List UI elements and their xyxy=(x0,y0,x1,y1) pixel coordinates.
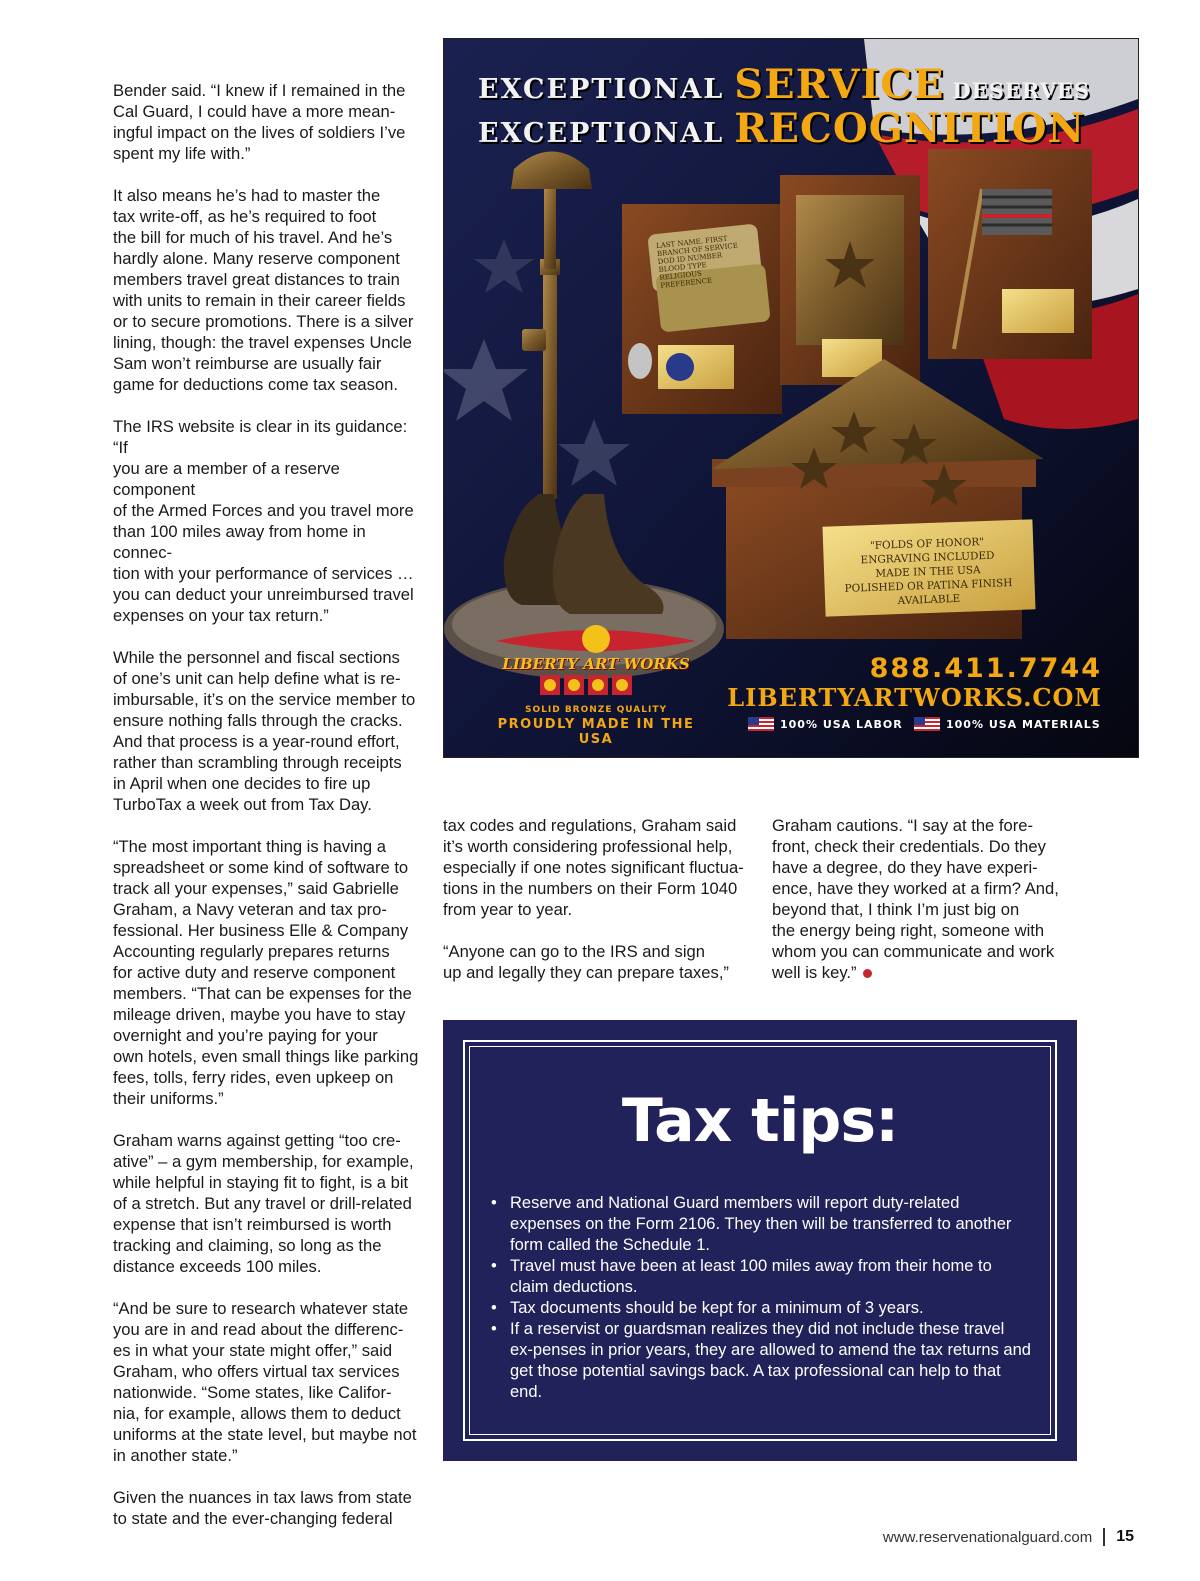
article-paragraph: “Anyone can go to the IRS and sign up and legally they can prepare taxes,” xyxy=(443,942,729,982)
us-flag-icon xyxy=(914,717,940,731)
ad-headline xyxy=(478,63,1118,151)
ad-headline-recognition: RECOGNITION xyxy=(734,105,1086,152)
article-column-3 xyxy=(772,815,1077,1004)
ad-headline-word: EXCEPTIONAL xyxy=(478,74,725,105)
article-paragraph: The IRS website is clear in its guidance: “If you are a member of a reserve component of the Armed Forces and you travel more than 100 miles away from home in connec- tion with your performance of services … you can deduct your unreimbursed travel expenses on your tax return.” xyxy=(113,417,414,625)
ad-phone-number: 888.411.7744 xyxy=(869,653,1102,684)
footer-website-url[interactable]: www.reservenationalguard.com xyxy=(882,1528,1093,1546)
article-paragraph: It also means he’s had to master the tax write-off, as he’s required to foot the bill for much of his travel. And he’s hardly alone. Many reserve component members travel great distances to train with units to remain in their career fields or to secure promotions. There is a silver lining, though: the travel expenses Uncle Sam won’t reimburse are usually fair game for deductions come tax season. xyxy=(113,186,414,394)
tax-tip-item: • If a reservist or guardsman realizes they did not include these travel ex-penses in prior years, they are allowed to amend the tax returns and get those potential savings back. A tax professional can help to that end. xyxy=(491,1319,1031,1403)
article-paragraph: Bender said. “I knew if I remained in the Cal Guard, I could have a more mean- ingful impact on the lives of soldiers I’ve spent my life with.” xyxy=(113,81,406,163)
tax-tips-list xyxy=(491,1193,1031,1403)
ad-headline-service: SERVICE xyxy=(734,61,945,108)
end-of-article-dot-icon xyxy=(863,969,872,978)
page-footer xyxy=(883,1528,1134,1546)
ad-usa-materials-text: 100% USA MATERIALS xyxy=(946,717,1101,731)
ad-website: LIBERTYARTWORKS.COM xyxy=(727,683,1102,712)
ad-headline-word: EXCEPTIONAL xyxy=(478,118,725,149)
liberty-art-works-logo: LIBERTY ART WORKS xyxy=(502,655,690,673)
article-paragraph: Graham warns against getting “too cre- ative” – a gym membership, for example, while helpful in staying fit to fight, is a bit of a stretch. But any travel or drill-related expense that isn’t reimbursed is worth tracking and claiming, so long as the distance exceeds 100 miles. xyxy=(113,1131,414,1276)
page-number: 15 xyxy=(1116,1528,1134,1545)
liberty-art-works-advertisement xyxy=(443,38,1139,758)
ad-bronze-quality: SOLID BRONZE QUALITY xyxy=(525,705,667,715)
article-paragraph: “The most important thing is having a spreadsheet or some kind of software to track all your expenses,” said Gabrielle Graham, a Navy veteran and tax pro- fessional. Her business Elle & Company Accounting regularly prepares returns for active duty and reserve component members. “That can be expenses for the mileage driven, maybe you have to stay overnight and you’re paying for your own hotels, even small things like parking fees, tolls, ferry rides, even upkeep on their uniforms.” xyxy=(113,837,419,1108)
tax-tip-item: • Travel must have been at least 100 miles away from their home to claim deductions. xyxy=(491,1256,1031,1298)
tax-tips-title: Tax tips: xyxy=(621,1086,899,1156)
article-column-1 xyxy=(113,80,423,1550)
ad-usa-materials xyxy=(914,717,1101,731)
tax-tip-item: • Reserve and National Guard members will report duty-related expenses on the Form 2106. They then will be transferred to another form called the Schedule 1. xyxy=(491,1193,1031,1256)
ad-proudly-made: PROUDLY MADE IN THE USA xyxy=(497,717,695,747)
article-paragraph: Given the nuances in tax laws from state to state and the ever-changing federal xyxy=(113,1488,412,1528)
footer-divider xyxy=(1103,1528,1105,1546)
flag-case-plaque-text: "FOLDS OF HONOR" ENGRAVING INCLUDED MADE IN THE USA POLISHED OR PATINA FINISH AVAILABLE xyxy=(844,536,1013,608)
tax-tips-box xyxy=(443,1020,1077,1461)
article-paragraph: While the personnel and fiscal sections of one’s unit can help define what is re- imbursable, it’s on the service member to ensure nothing falls through the cracks. And that process is a year-round effort, rather than scrambling through receipts in April when one decides to fire up TurboTax a week out from Tax Day. xyxy=(113,648,416,814)
ad-headline-deserves: DESERVES xyxy=(952,78,1091,103)
ad-usa-labor xyxy=(748,717,903,731)
us-flag-icon xyxy=(748,717,774,731)
article-paragraph xyxy=(772,815,1077,983)
tax-tip-item: • Tax documents should be kept for a minimum of 3 years. xyxy=(491,1298,1031,1319)
dog-tag-engraving: LAST NAME, FIRST BRANCH OF SERVICE DOD ID NUMBER BLOOD TYPE RELIGIOUS PREFERENCE xyxy=(655,234,739,290)
ad-usa-labor-text: 100% USA LABOR xyxy=(780,717,903,731)
article-paragraph: “And be sure to research whatever state you are in and read about the differenc- es in what your state might offer,” said Graham, who offers virtual tax services nationwide. “Some states, like Califor- nia, for example, allows them to deduct uniforms at the state level, but maybe not in another state.” xyxy=(113,1299,417,1465)
article-paragraph: tax codes and regulations, Graham said it’s worth considering professional help, especially if one notes significant fluctua- tions in the numbers on their Form 1040 from year to year. xyxy=(443,816,744,919)
article-closing-text: Graham cautions. “I say at the fore- front, check their credentials. Do they have a degree, do they have experi- ence, have they worked at a firm? And, beyond that, I think I’m just big on the energy being right, someone with whom you can communicate and work well is key.” xyxy=(772,816,1059,982)
article-column-2 xyxy=(443,815,748,1004)
